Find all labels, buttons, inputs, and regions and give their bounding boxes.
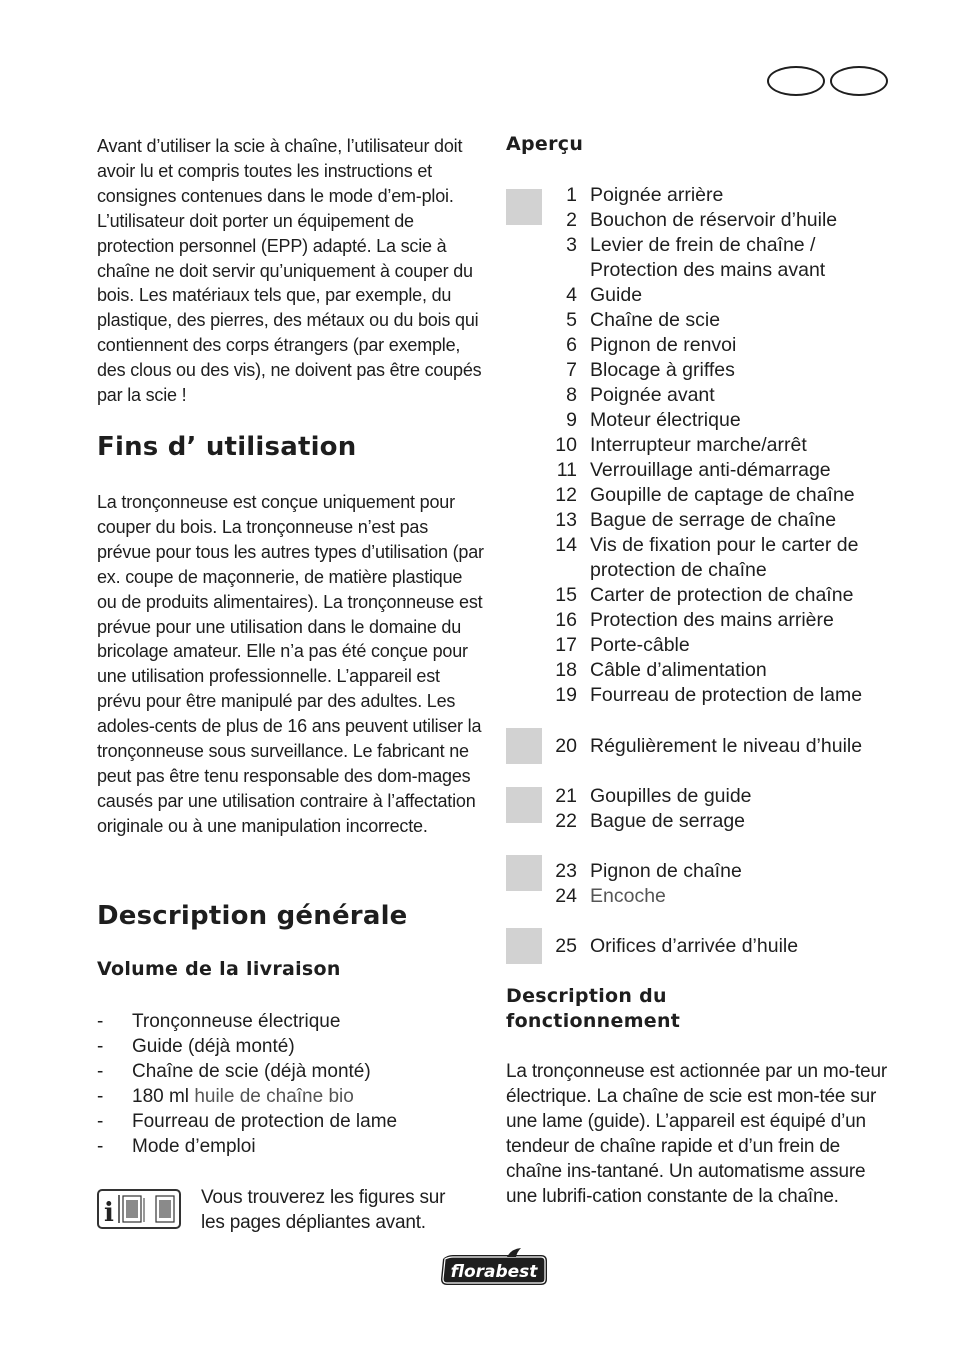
part-label: Protection des mains arrière (590, 609, 834, 631)
part-number: 21 (555, 785, 577, 807)
language-oval-right (830, 66, 888, 96)
part-label: Bague de serrage (590, 810, 746, 832)
list-item (540, 458, 900, 483)
part-label: Encoche (590, 885, 666, 907)
part-label: Moteur électrique (590, 409, 741, 431)
parts-list-group-1 (540, 183, 900, 708)
figure-marker-box (506, 787, 542, 823)
list-item (540, 183, 900, 208)
delivery-list (97, 1009, 482, 1159)
list-item: - Fourreau de protection de lame (97, 1111, 398, 1132)
general-heading: Description générale (97, 901, 408, 931)
list-item (540, 408, 900, 433)
part-label: Câble d’alimentation (590, 659, 767, 681)
part-label: Interrupteur marche/arrêt (590, 434, 807, 456)
part-label: Blocage à griffes (590, 359, 735, 381)
florabest-logo (437, 1247, 551, 1289)
part-number: 23 (555, 860, 577, 882)
list-item: - Tronçonneuse électrique (97, 1011, 341, 1032)
part-number: 25 (555, 935, 577, 957)
list-item: - Chaîne de scie (déjà monté) (97, 1061, 371, 1082)
list-item (540, 208, 900, 233)
part-number: 18 (555, 659, 577, 681)
part-label: Levier de frein de chaîne / Protection des mains avant (590, 234, 826, 281)
fins-heading: Fins d’ utilisation (97, 432, 357, 462)
part-number: 5 (566, 309, 577, 331)
list-item (540, 884, 900, 909)
part-label: Régulièrement le niveau d’huile (590, 735, 863, 757)
part-number: 4 (566, 284, 577, 306)
part-number: 9 (566, 409, 577, 431)
part-number: 12 (555, 484, 577, 506)
list-item (540, 934, 900, 959)
figure-marker-box (506, 728, 542, 764)
list-item (540, 283, 900, 308)
part-label: Goupille de captage de chaîne (590, 484, 855, 506)
list-item (540, 233, 900, 283)
figure-marker-box (506, 855, 542, 891)
list-item (540, 658, 900, 683)
part-label: Poignée avant (590, 384, 715, 406)
overview-heading: Aperçu (506, 133, 584, 155)
parts-list-group-5 (540, 934, 900, 959)
info-book-icon (97, 1189, 181, 1229)
part-number: 2 (566, 209, 577, 231)
part-number: 16 (555, 609, 577, 631)
part-number: 8 (566, 384, 577, 406)
part-label: Orifices d’arrivée d’huile (590, 935, 799, 957)
part-number: 10 (555, 434, 577, 456)
list-item (540, 533, 900, 583)
part-number: 6 (566, 334, 577, 356)
svg-text:i: i (104, 1198, 114, 1227)
list-item (540, 683, 900, 708)
figure-marker-box (506, 928, 542, 964)
language-oval-left (767, 66, 825, 96)
part-label: Verrouillage anti-démarrage (590, 459, 831, 481)
list-item (540, 383, 900, 408)
list-item (540, 608, 900, 633)
part-label: Goupilles de guide (590, 785, 752, 807)
part-number: 15 (555, 584, 577, 606)
intro-paragraph: Avant d’utiliser la scie à chaîne, l’utilisateur doit avoir lu et compris toutes les instructions et consignes contenues dans le mode d’em-ploi. L’utilisateur doit porter un équipement de protection personnel (EPP) adapté. La scie à chaîne ne doit servir qu’uniquement à couper du bois. Les matériaux tels que, par exemple, du plastique, des pierres, des métaux ou du bois qui contiennent des corps étrangers (par exemple, des clous ou des vis), ne doivent pas être coupés par la scie ! (97, 136, 482, 406)
part-label: Carter de protection de chaîne (590, 584, 854, 606)
list-item: - 180 ml huile de chaîne bio (97, 1086, 354, 1107)
list-item (540, 358, 900, 383)
list-item (540, 333, 900, 358)
list-item: - Mode d’emploi (97, 1136, 256, 1157)
list-item (540, 633, 900, 658)
part-number: 11 (556, 459, 577, 481)
list-item (540, 433, 900, 458)
svg-text:florabest: florabest (450, 1262, 538, 1282)
part-number: 7 (566, 359, 577, 381)
part-label: Fourreau de protection de lame (590, 684, 863, 706)
part-number: 17 (555, 634, 577, 656)
list-item (540, 784, 900, 809)
list-item (540, 508, 900, 533)
list-item (540, 308, 900, 333)
part-number: 19 (555, 684, 577, 706)
part-label: Vis de fixation pour le carter de protection de chaîne (590, 534, 859, 581)
part-number: 24 (555, 885, 577, 907)
list-item: - Guide (déjà monté) (97, 1036, 295, 1057)
figure-marker-box (506, 189, 542, 225)
part-number: 20 (555, 735, 577, 757)
part-label: Pignon de renvoi (590, 334, 737, 356)
part-label: Guide (590, 284, 643, 306)
list-item (540, 859, 900, 884)
list-item (540, 734, 900, 759)
list-item (540, 583, 900, 608)
part-label: Bouchon de réservoir d’huile (590, 209, 838, 231)
delivery-heading: Volume de la livraison (97, 958, 341, 980)
parts-list-group-3 (540, 784, 900, 834)
function-heading: Description du fonctionnement (506, 985, 681, 1032)
part-number: 14 (555, 534, 577, 556)
part-number: 1 (566, 184, 577, 206)
info-note: Vous trouverez les figures sur les pages dépliantes avant. (201, 1187, 446, 1233)
part-label: Porte-câble (590, 634, 690, 656)
list-item (540, 483, 900, 508)
function-paragraph: La tronçonneuse est actionnée par un mo-teur électrique. La chaîne de scie est mon-tée sur une lame (guide). L’appareil est équipé d’un tendeur de chaîne rapide et d’un frein de chaîne ins-tantané. Un automatisme assure une lubrifi-cation constante de la chaîne. (506, 1061, 887, 1207)
part-label: Poignée arrière (590, 184, 724, 206)
part-label: Pignon de chaîne (590, 860, 742, 882)
part-label: Bague de serrage de chaîne (590, 509, 837, 531)
part-number: 22 (555, 810, 577, 832)
parts-list-group-2 (540, 734, 900, 759)
parts-list-group-4 (540, 859, 900, 909)
fins-paragraph: La tronçonneuse est conçue uniquement pour couper du bois. La tronçonneuse n’est pas prévue pour tous les autres types d’utilisation (par ex. coupe de maçonnerie, de matière plastique ou de produits alimentaires). La tronçonneuse est prévue pour une utilisation dans le domaine du bricolage amateur. Elle n’a pas été conçue pour une utilisation professionnelle. L’appareil est prévu pour être manipulé par des adultes. Les adoles-cents de plus de 16 ans peuvent utiliser la tronçonneuse sous surveillance. Le fabricant ne peut pas être tenu responsable des dom-mages causés par une utilisation contraire à l’affectation originale ou à une manipulation incorrecte. (97, 492, 484, 836)
part-label: Chaîne de scie (590, 309, 721, 331)
part-number: 3 (566, 234, 577, 256)
list-item (540, 809, 900, 834)
part-number: 13 (555, 509, 577, 531)
